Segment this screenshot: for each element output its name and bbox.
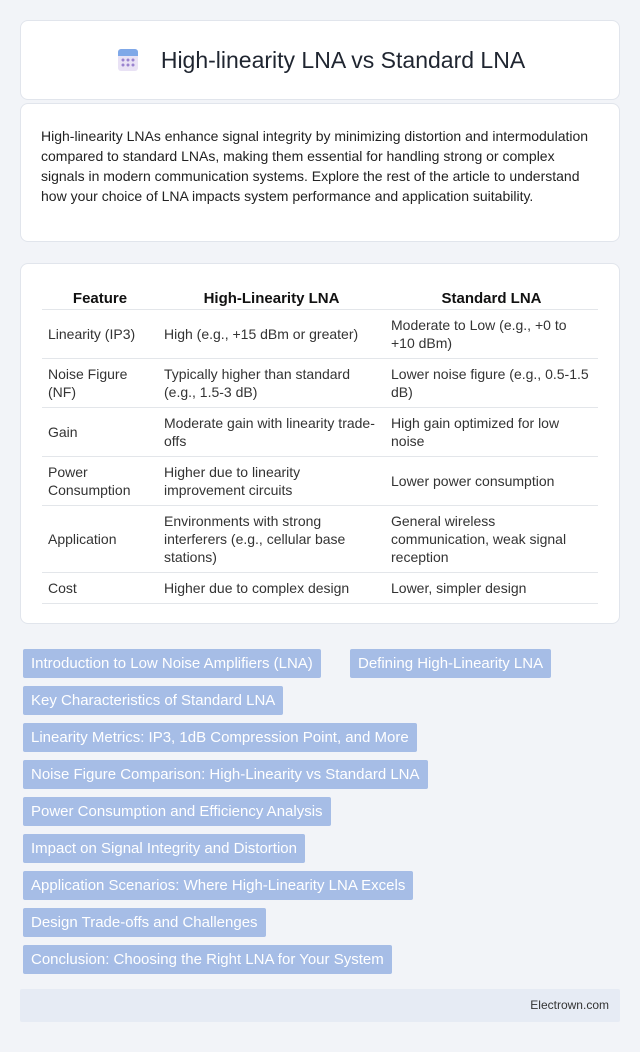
topic-tag[interactable]: Introduction to Low Noise Amplifiers (LNA) — [23, 649, 321, 678]
topic-tag[interactable]: Key Characteristics of Standard LNA — [23, 686, 283, 715]
title-card — [20, 20, 620, 100]
table-header-row — [42, 282, 598, 309]
table-cell: Typically higher than standard (e.g., 1.5-3 dB) — [158, 358, 385, 407]
table-row — [42, 358, 598, 407]
table-header: High-Linearity LNA — [158, 282, 385, 309]
table-header: Standard LNA — [385, 282, 598, 309]
table-cell: Moderate to Low (e.g., +0 to +10 dBm) — [385, 309, 598, 358]
table-row — [42, 309, 598, 358]
table-cell: Higher due to linearity improvement circuits — [158, 456, 385, 505]
calculator-icon — [115, 47, 141, 73]
table-cell: Moderate gain with linearity trade-offs — [158, 407, 385, 456]
comparison-table-card — [20, 263, 620, 624]
table-cell: High gain optimized for low noise — [385, 407, 598, 456]
table-cell: Linearity (IP3) — [42, 309, 158, 358]
footer — [20, 989, 620, 1022]
topic-tag[interactable]: Power Consumption and Efficiency Analysis — [23, 797, 331, 826]
table-header: Feature — [42, 282, 158, 309]
topic-tag[interactable]: Application Scenarios: Where High-Linearity LNA Excels — [23, 871, 413, 900]
intro-text: High-linearity LNAs enhance signal integrity by minimizing distortion and intermodulation compared to standard LNAs, making them essential for handling strong or complex signals in modern communication systems. Explore the rest of the article to understand how your choice of LNA impacts system performance and application suitability. — [41, 128, 589, 204]
table-row — [42, 456, 598, 505]
table-cell: General wireless communication, weak signal reception — [385, 505, 598, 572]
table-cell: Lower, simpler design — [385, 572, 598, 603]
topic-tag[interactable]: Conclusion: Choosing the Right LNA for Your System — [23, 945, 392, 974]
table-cell: Gain — [42, 407, 158, 456]
table-cell: Power Consumption — [42, 456, 158, 505]
page-title: High-linearity LNA vs Standard LNA — [160, 46, 526, 73]
table-cell: Cost — [42, 572, 158, 603]
table-cell: High (e.g., +15 dBm or greater) — [158, 309, 385, 358]
topic-tag[interactable]: Linearity Metrics: IP3, 1dB Compression Point, and More — [23, 723, 417, 752]
table-row — [42, 407, 598, 456]
table-cell: Noise Figure (NF) — [42, 358, 158, 407]
table-cell: Environments with strong interferers (e.g., cellular base stations) — [158, 505, 385, 572]
table-row — [42, 572, 598, 603]
table-cell: Application — [42, 505, 158, 572]
topic-tag[interactable]: Design Trade-offs and Challenges — [23, 908, 266, 937]
table-cell: Higher due to complex design — [158, 572, 385, 603]
intro-card — [20, 103, 620, 242]
topic-tag[interactable]: Defining High-Linearity LNA — [350, 649, 551, 678]
table-row — [42, 505, 598, 572]
table-cell: Lower noise figure (e.g., 0.5-1.5 dB) — [385, 358, 598, 407]
topic-tag[interactable]: Noise Figure Comparison: High-Linearity vs Standard LNA — [23, 760, 428, 789]
comparison-table — [42, 282, 598, 604]
table-cell: Lower power consumption — [385, 456, 598, 505]
topic-tag[interactable]: Impact on Signal Integrity and Distortion — [23, 834, 305, 863]
footer-site-link[interactable]: Electrown.com — [530, 998, 609, 1012]
